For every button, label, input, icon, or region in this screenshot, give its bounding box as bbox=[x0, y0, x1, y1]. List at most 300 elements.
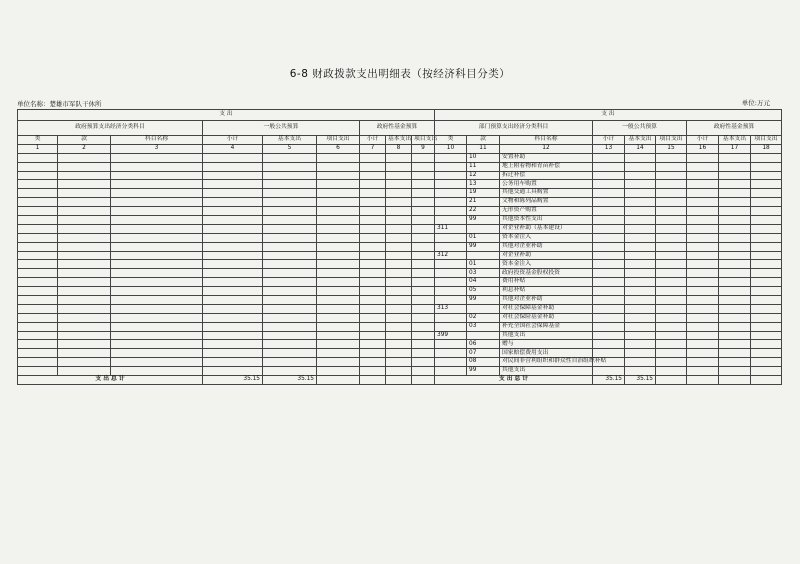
empty-cell bbox=[111, 171, 203, 180]
table-row bbox=[18, 340, 435, 349]
col-number: 1 bbox=[18, 144, 58, 153]
amount-cell bbox=[719, 331, 751, 340]
empty-cell bbox=[18, 233, 58, 242]
amount-cell bbox=[656, 367, 687, 376]
empty-cell bbox=[317, 242, 360, 251]
amount-cell bbox=[656, 304, 687, 313]
right-fund-budget-header: 政府性基金预算 bbox=[687, 121, 782, 136]
amount-cell bbox=[719, 367, 751, 376]
amount-cell bbox=[593, 296, 625, 305]
subcategory-code-cell: 06 bbox=[467, 340, 500, 349]
subject-name-cell: 公务用车购置 bbox=[500, 180, 593, 189]
empty-cell bbox=[386, 242, 412, 251]
empty-cell bbox=[412, 260, 435, 269]
amount-cell bbox=[687, 322, 719, 331]
amount-cell bbox=[719, 216, 751, 225]
category-code-cell bbox=[435, 260, 467, 269]
empty-cell bbox=[58, 242, 111, 251]
amount-cell bbox=[593, 260, 625, 269]
table-row bbox=[435, 216, 782, 225]
subject-name-cell: 对民间非营利组织和群众性自治组织补贴 bbox=[500, 358, 593, 367]
category-code-cell bbox=[435, 180, 467, 189]
amount-cell bbox=[656, 296, 687, 305]
empty-cell bbox=[18, 278, 58, 287]
col-number: 12 bbox=[500, 144, 593, 153]
category-code-cell: 311 bbox=[435, 224, 467, 233]
amount-cell bbox=[719, 287, 751, 296]
table-row bbox=[18, 162, 435, 171]
subject-name-cell: 政府投资基金股权投资 bbox=[500, 269, 593, 278]
empty-cell bbox=[58, 224, 111, 233]
amount-cell bbox=[751, 367, 782, 376]
empty-cell bbox=[111, 198, 203, 207]
amount-cell bbox=[656, 224, 687, 233]
empty-cell bbox=[263, 278, 317, 287]
empty-cell bbox=[317, 304, 360, 313]
right-total-row bbox=[435, 376, 782, 385]
amount-cell bbox=[656, 171, 687, 180]
amount-cell bbox=[625, 216, 656, 225]
empty-cell bbox=[263, 349, 317, 358]
right-column-heads-row bbox=[435, 136, 782, 145]
table-row bbox=[18, 358, 435, 367]
table-row bbox=[18, 216, 435, 225]
amount-cell bbox=[751, 278, 782, 287]
amount-cell bbox=[656, 358, 687, 367]
empty-cell bbox=[317, 233, 360, 242]
table-row bbox=[18, 198, 435, 207]
col-number: 14 bbox=[625, 144, 656, 153]
col-number: 9 bbox=[412, 144, 435, 153]
amount-cell bbox=[656, 216, 687, 225]
amount-cell bbox=[719, 198, 751, 207]
amount-cell bbox=[719, 322, 751, 331]
table-row bbox=[435, 153, 782, 162]
empty-cell bbox=[386, 216, 412, 225]
subject-name-cell: 对社会保险基金补助 bbox=[500, 313, 593, 322]
subject-name-cell: 拆迁补偿 bbox=[500, 171, 593, 180]
amount-cell bbox=[593, 198, 625, 207]
empty-cell bbox=[412, 331, 435, 340]
empty-cell bbox=[360, 171, 386, 180]
amount-cell bbox=[656, 180, 687, 189]
amount-cell bbox=[719, 340, 751, 349]
empty-cell bbox=[317, 367, 360, 376]
subcategory-code-cell: 99 bbox=[467, 296, 500, 305]
amount-cell bbox=[687, 269, 719, 278]
empty-cell bbox=[317, 322, 360, 331]
right-total-project bbox=[656, 376, 687, 385]
empty-cell bbox=[317, 224, 360, 233]
empty-cell bbox=[412, 358, 435, 367]
table-row bbox=[18, 269, 435, 278]
subcategory-code-cell: 01 bbox=[467, 260, 500, 269]
empty-cell bbox=[317, 340, 360, 349]
table-row bbox=[18, 313, 435, 322]
subcategory-code-cell: 11 bbox=[467, 162, 500, 171]
empty-cell bbox=[412, 207, 435, 216]
empty-cell bbox=[203, 180, 263, 189]
empty-cell bbox=[263, 251, 317, 260]
subject-name-cell: 费用补贴 bbox=[500, 278, 593, 287]
empty-cell bbox=[111, 278, 203, 287]
empty-cell bbox=[412, 242, 435, 251]
empty-cell bbox=[412, 224, 435, 233]
empty-cell bbox=[58, 322, 111, 331]
col-number: 10 bbox=[435, 144, 467, 153]
subject-name-cell: 其他对企业补助 bbox=[500, 242, 593, 251]
col-head: 小计 bbox=[203, 136, 263, 145]
empty-cell bbox=[203, 304, 263, 313]
amount-cell bbox=[687, 340, 719, 349]
amount-cell bbox=[625, 296, 656, 305]
empty-cell bbox=[111, 287, 203, 296]
empty-cell bbox=[18, 198, 58, 207]
table-row bbox=[435, 296, 782, 305]
amount-cell bbox=[751, 189, 782, 198]
amount-cell bbox=[593, 251, 625, 260]
empty-cell bbox=[317, 296, 360, 305]
left-general-budget-header: 一般公共预算 bbox=[203, 121, 360, 136]
empty-cell bbox=[58, 153, 111, 162]
amount-cell bbox=[751, 287, 782, 296]
table-row bbox=[18, 171, 435, 180]
amount-cell bbox=[719, 153, 751, 162]
table-row bbox=[435, 287, 782, 296]
subcategory-code-cell: 02 bbox=[467, 313, 500, 322]
category-code-cell: 399 bbox=[435, 331, 467, 340]
amount-cell bbox=[719, 260, 751, 269]
empty-cell bbox=[203, 296, 263, 305]
empty-cell bbox=[263, 269, 317, 278]
subcategory-code-cell: 03 bbox=[467, 322, 500, 331]
empty-cell bbox=[111, 189, 203, 198]
subject-name-cell: 其他对企业补助 bbox=[500, 296, 593, 305]
amount-cell bbox=[687, 367, 719, 376]
amount-cell bbox=[625, 198, 656, 207]
empty-cell bbox=[263, 198, 317, 207]
subcategory-code-cell: 22 bbox=[467, 207, 500, 216]
amount-cell bbox=[656, 313, 687, 322]
amount-cell bbox=[656, 278, 687, 287]
amount-cell bbox=[656, 331, 687, 340]
col-number: 5 bbox=[263, 144, 317, 153]
empty-cell bbox=[360, 269, 386, 278]
empty-cell bbox=[412, 278, 435, 287]
empty-cell bbox=[386, 251, 412, 260]
empty-cell bbox=[263, 216, 317, 225]
empty-cell bbox=[360, 153, 386, 162]
subcategory-code-cell: 21 bbox=[467, 198, 500, 207]
amount-cell bbox=[625, 180, 656, 189]
col-head: 小计 bbox=[360, 136, 386, 145]
amount-cell bbox=[751, 260, 782, 269]
empty-cell bbox=[317, 198, 360, 207]
subcategory-code-cell: 99 bbox=[467, 216, 500, 225]
empty-cell bbox=[58, 340, 111, 349]
subcategory-code-cell: 01 bbox=[467, 233, 500, 242]
empty-cell bbox=[412, 269, 435, 278]
empty-cell bbox=[317, 207, 360, 216]
empty-cell bbox=[386, 233, 412, 242]
amount-cell bbox=[719, 171, 751, 180]
amount-cell bbox=[625, 367, 656, 376]
empty-cell bbox=[317, 313, 360, 322]
empty-cell bbox=[203, 242, 263, 251]
empty-cell bbox=[386, 207, 412, 216]
table-row bbox=[18, 367, 435, 376]
amount-cell bbox=[719, 242, 751, 251]
col-number: 16 bbox=[687, 144, 719, 153]
subject-name-cell: 对企业补助 bbox=[500, 251, 593, 260]
category-code-cell bbox=[435, 153, 467, 162]
col-head: 科目名称 bbox=[111, 136, 203, 145]
empty-cell bbox=[18, 269, 58, 278]
empty-cell bbox=[263, 340, 317, 349]
empty-cell bbox=[412, 287, 435, 296]
empty-cell bbox=[18, 189, 58, 198]
empty-cell bbox=[386, 180, 412, 189]
amount-cell bbox=[687, 304, 719, 313]
empty-cell bbox=[386, 331, 412, 340]
empty-cell bbox=[18, 322, 58, 331]
empty-cell bbox=[360, 322, 386, 331]
empty-cell bbox=[58, 304, 111, 313]
amount-cell bbox=[625, 358, 656, 367]
empty-cell bbox=[386, 287, 412, 296]
empty-cell bbox=[111, 349, 203, 358]
empty-cell bbox=[203, 367, 263, 376]
amount-cell bbox=[593, 278, 625, 287]
empty-cell bbox=[18, 224, 58, 233]
amount-cell bbox=[625, 207, 656, 216]
amount-cell bbox=[719, 269, 751, 278]
left-total-project bbox=[317, 376, 360, 385]
page-title: 6-8 财政拨款支出明细表（按经济科目分类） bbox=[289, 68, 511, 80]
left-total-fund-project bbox=[412, 376, 435, 385]
empty-cell bbox=[412, 153, 435, 162]
table-row bbox=[18, 278, 435, 287]
empty-cell bbox=[18, 349, 58, 358]
empty-cell bbox=[263, 304, 317, 313]
empty-cell bbox=[360, 180, 386, 189]
col-number: 11 bbox=[467, 144, 500, 153]
amount-cell bbox=[751, 233, 782, 242]
empty-cell bbox=[203, 349, 263, 358]
empty-cell bbox=[412, 180, 435, 189]
empty-cell bbox=[317, 349, 360, 358]
empty-cell bbox=[263, 153, 317, 162]
empty-cell bbox=[412, 367, 435, 376]
category-code-cell bbox=[435, 287, 467, 296]
empty-cell bbox=[263, 233, 317, 242]
category-code-cell bbox=[435, 349, 467, 358]
empty-cell bbox=[263, 331, 317, 340]
empty-cell bbox=[386, 260, 412, 269]
amount-cell bbox=[719, 278, 751, 287]
subject-name-cell: 资本金注入 bbox=[500, 260, 593, 269]
amount-cell bbox=[656, 349, 687, 358]
right-total-fund-project bbox=[751, 376, 782, 385]
left-total-subtotal: 35.15 bbox=[203, 376, 263, 385]
empty-cell bbox=[412, 340, 435, 349]
amount-cell bbox=[751, 251, 782, 260]
empty-cell bbox=[18, 296, 58, 305]
table-row bbox=[18, 189, 435, 198]
amount-cell bbox=[751, 224, 782, 233]
empty-cell bbox=[111, 340, 203, 349]
right-section-header: 支 出 bbox=[435, 110, 782, 121]
empty-cell bbox=[263, 358, 317, 367]
empty-cell bbox=[386, 296, 412, 305]
empty-cell bbox=[263, 322, 317, 331]
empty-cell bbox=[203, 224, 263, 233]
amount-cell bbox=[625, 331, 656, 340]
col-head: 项目支出 bbox=[656, 136, 687, 145]
empty-cell bbox=[58, 269, 111, 278]
empty-cell bbox=[386, 367, 412, 376]
empty-cell bbox=[263, 260, 317, 269]
subject-name-cell: 无形资产购置 bbox=[500, 207, 593, 216]
empty-cell bbox=[111, 358, 203, 367]
amount-cell bbox=[751, 242, 782, 251]
empty-cell bbox=[360, 260, 386, 269]
empty-cell bbox=[203, 269, 263, 278]
empty-cell bbox=[317, 331, 360, 340]
amount-cell bbox=[751, 340, 782, 349]
table-row bbox=[435, 233, 782, 242]
col-head: 基本支出 bbox=[386, 136, 412, 145]
empty-cell bbox=[386, 162, 412, 171]
amount-cell bbox=[687, 251, 719, 260]
subcategory-code-cell: 05 bbox=[467, 287, 500, 296]
empty-cell bbox=[111, 296, 203, 305]
right-total-basic: 35.15 bbox=[625, 376, 656, 385]
amount-cell bbox=[719, 349, 751, 358]
empty-cell bbox=[111, 224, 203, 233]
empty-cell bbox=[386, 349, 412, 358]
empty-cell bbox=[386, 358, 412, 367]
table-row bbox=[18, 224, 435, 233]
empty-cell bbox=[360, 216, 386, 225]
empty-cell bbox=[412, 349, 435, 358]
amount-cell bbox=[687, 171, 719, 180]
empty-cell bbox=[18, 207, 58, 216]
amount-cell bbox=[687, 358, 719, 367]
empty-cell bbox=[111, 313, 203, 322]
amount-cell bbox=[593, 180, 625, 189]
category-code-cell bbox=[435, 216, 467, 225]
empty-cell bbox=[412, 296, 435, 305]
table-row bbox=[435, 207, 782, 216]
empty-cell bbox=[360, 358, 386, 367]
category-code-cell bbox=[435, 269, 467, 278]
amount-cell bbox=[751, 331, 782, 340]
empty-cell bbox=[386, 198, 412, 207]
col-number: 13 bbox=[593, 144, 625, 153]
amount-cell bbox=[656, 233, 687, 242]
right-group-title: 部门预算支出经济分类科目 bbox=[435, 121, 593, 136]
empty-cell bbox=[111, 331, 203, 340]
amount-cell bbox=[719, 313, 751, 322]
amount-cell bbox=[656, 260, 687, 269]
subcategory-code-cell bbox=[467, 251, 500, 260]
subcategory-code-cell: 03 bbox=[467, 269, 500, 278]
col-head: 基本支出 bbox=[719, 136, 751, 145]
table-row bbox=[18, 304, 435, 313]
empty-cell bbox=[203, 189, 263, 198]
table-row bbox=[435, 340, 782, 349]
amount-cell bbox=[719, 162, 751, 171]
table-row bbox=[435, 162, 782, 171]
amount-cell bbox=[751, 269, 782, 278]
empty-cell bbox=[317, 269, 360, 278]
amount-cell bbox=[751, 171, 782, 180]
empty-cell bbox=[58, 162, 111, 171]
empty-cell bbox=[58, 331, 111, 340]
amount-cell bbox=[687, 296, 719, 305]
amount-cell bbox=[751, 180, 782, 189]
table-row bbox=[18, 207, 435, 216]
empty-cell bbox=[18, 260, 58, 269]
amount-cell bbox=[593, 304, 625, 313]
amount-cell bbox=[687, 242, 719, 251]
empty-cell bbox=[360, 207, 386, 216]
empty-cell bbox=[203, 171, 263, 180]
empty-cell bbox=[412, 162, 435, 171]
empty-cell bbox=[18, 331, 58, 340]
subcategory-code-cell: 12 bbox=[467, 171, 500, 180]
empty-cell bbox=[58, 180, 111, 189]
category-code-cell bbox=[435, 162, 467, 171]
empty-cell bbox=[412, 216, 435, 225]
right-total-label: 支 出 总 计 bbox=[435, 376, 593, 385]
empty-cell bbox=[317, 189, 360, 198]
amount-cell bbox=[751, 296, 782, 305]
amount-cell bbox=[656, 198, 687, 207]
amount-cell bbox=[625, 242, 656, 251]
amount-cell bbox=[656, 269, 687, 278]
empty-cell bbox=[203, 153, 263, 162]
empty-cell bbox=[360, 251, 386, 260]
left-expenditure-table bbox=[17, 109, 438, 385]
empty-cell bbox=[111, 242, 203, 251]
right-column-numbers-row bbox=[435, 144, 782, 153]
empty-cell bbox=[58, 358, 111, 367]
category-code-cell bbox=[435, 278, 467, 287]
left-group-title: 政府预算支出经济分类科目 bbox=[18, 121, 203, 136]
table-row bbox=[18, 153, 435, 162]
empty-cell bbox=[317, 260, 360, 269]
table-row bbox=[435, 251, 782, 260]
subject-name-cell: 其他支出 bbox=[500, 331, 593, 340]
col-head: 基本支出 bbox=[263, 136, 317, 145]
amount-cell bbox=[687, 207, 719, 216]
empty-cell bbox=[203, 198, 263, 207]
empty-cell bbox=[111, 162, 203, 171]
empty-cell bbox=[18, 313, 58, 322]
empty-cell bbox=[58, 278, 111, 287]
amount-cell bbox=[719, 358, 751, 367]
category-code-cell bbox=[435, 340, 467, 349]
col-head: 基本支出 bbox=[625, 136, 656, 145]
amount-cell bbox=[751, 153, 782, 162]
subject-name-cell: 对企业补助（基本建设） bbox=[500, 224, 593, 233]
amount-cell bbox=[656, 189, 687, 198]
amount-cell bbox=[625, 260, 656, 269]
left-total-fund-subtotal bbox=[360, 376, 386, 385]
right-total-fund-subtotal bbox=[687, 376, 719, 385]
